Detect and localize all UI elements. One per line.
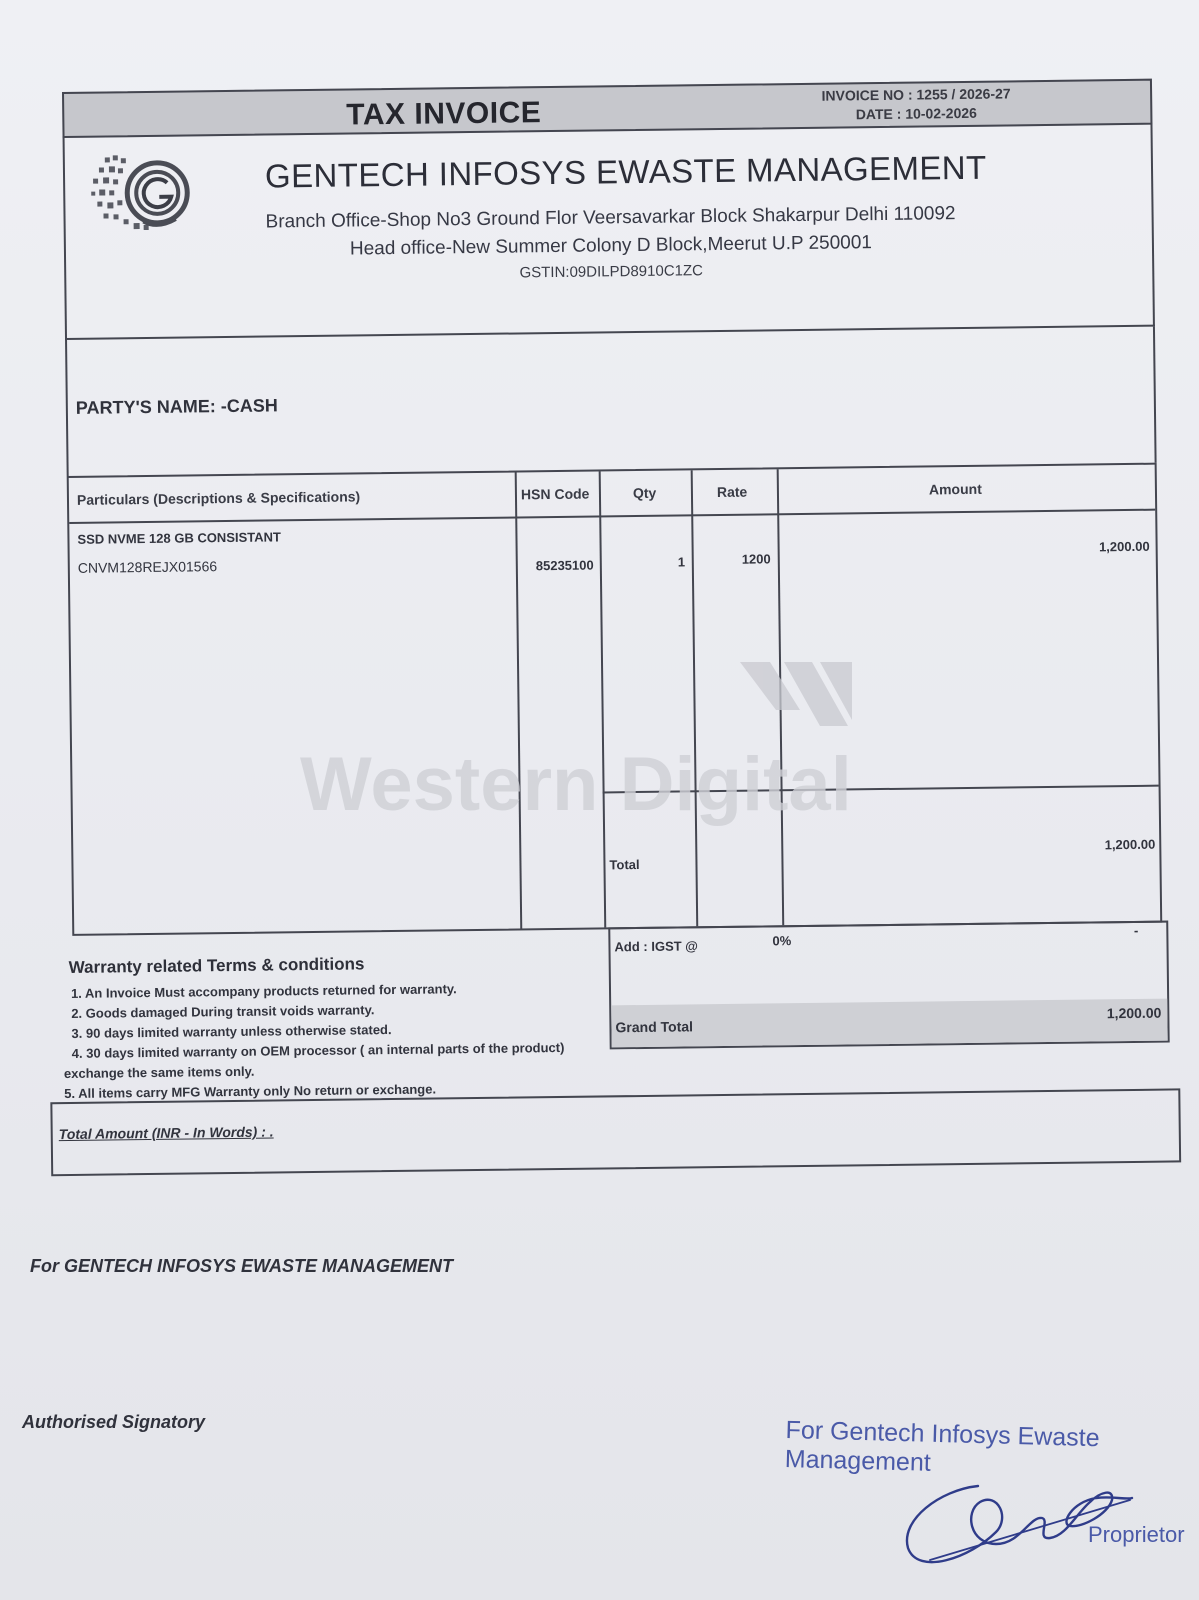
invoice-sheet: [58, 79, 1165, 1180]
stamp-role: Proprietor: [1088, 1522, 1185, 1547]
item-amount: 1,200.00: [1098, 538, 1150, 555]
for-company-text: For GENTECH INFOSYS EWASTE MANAGEMENT: [30, 1256, 454, 1276]
terms-item: 2. Goods damaged During transit voids warranty.: [71, 1002, 375, 1021]
signature-icon: [900, 1440, 1150, 1580]
terms-item: 3. 90 days limited warranty unless otherwise stated.: [71, 1022, 392, 1041]
tax-summary: [608, 921, 1169, 1050]
total-divider: [603, 785, 1159, 794]
company-header: [63, 123, 1155, 340]
item-description: SSD NVME 128 GB CONSISTANT: [77, 529, 282, 547]
igst-label: Add : IGST @: [614, 938, 699, 955]
item-hsn: 85235100: [535, 557, 594, 574]
branch-address: Branch Office-Shop No3 Ground Flor Veersavarkar Block Shakarpur Delhi 110092: [265, 203, 956, 233]
item-rate: 1200: [741, 551, 771, 567]
gstin: GSTIN:09DILPD8910C1ZC: [519, 262, 704, 282]
column-divider: [515, 472, 523, 928]
watermark-text: Western Digital: [300, 742, 852, 827]
header-qty: Qty: [632, 484, 657, 502]
terms-item: exchange the same items only.: [63, 1063, 255, 1082]
party-name: PARTY'S NAME: -CASH: [75, 395, 278, 418]
igst-rate: 0%: [772, 933, 792, 949]
warranty-terms: [63, 951, 605, 1104]
terms-item: 1. An Invoice Must accompany products returned for warranty.: [70, 981, 457, 1001]
stamp-company: For Gentech Infosys Ewaste Management: [784, 1416, 1100, 1477]
head-office-address: Head office-New Summer Colony D Block,Meerut U.P 250001: [349, 232, 873, 260]
total-value: 1,200.00: [1104, 836, 1156, 853]
amount-in-words-label: Total Amount (INR - In Words) : .: [58, 1123, 274, 1143]
invoice-date: DATE : 10-02-2026: [855, 104, 977, 123]
column-divider: [599, 471, 607, 927]
grand-total-value: 1,200.00: [1106, 1004, 1162, 1022]
company-name: GENTECH INFOSYS EWASTE MANAGEMENT: [264, 148, 987, 195]
terms-item: 4. 30 days limited warranty on OEM processor ( an internal parts of the product): [71, 1039, 565, 1061]
terms-item: 5. All items carry MFG Warranty only No return or exchange.: [64, 1081, 437, 1102]
items-table: [67, 463, 1163, 936]
table-header: [69, 465, 1155, 524]
header-amount: Amount: [928, 480, 982, 498]
header-hsn: HSN Code: [520, 485, 590, 503]
authorised-signatory: Authorised Signatory: [22, 1412, 206, 1432]
invoice-title: TAX INVOICE: [346, 96, 542, 132]
invoice-meta: [806, 84, 1026, 125]
terms-title: Warranty related Terms & conditions: [68, 954, 365, 977]
column-divider: [777, 469, 785, 925]
igst-value: -: [1133, 922, 1139, 938]
item-qty: 1: [677, 554, 686, 570]
amount-in-words: [50, 1088, 1181, 1176]
total-label: Total: [609, 857, 640, 873]
party-section: [65, 327, 1157, 476]
column-divider: [691, 470, 699, 926]
item-serial: CNVM128REJX01566: [77, 558, 218, 576]
header-particulars: Particulars (Descriptions & Specifications): [76, 488, 361, 508]
header-rate: Rate: [716, 483, 748, 501]
grand-total-band: [611, 999, 1167, 1048]
grand-total-label: Grand Total: [615, 1018, 694, 1036]
invoice-number: INVOICE NO : 1255 / 2026-27: [821, 85, 1011, 104]
